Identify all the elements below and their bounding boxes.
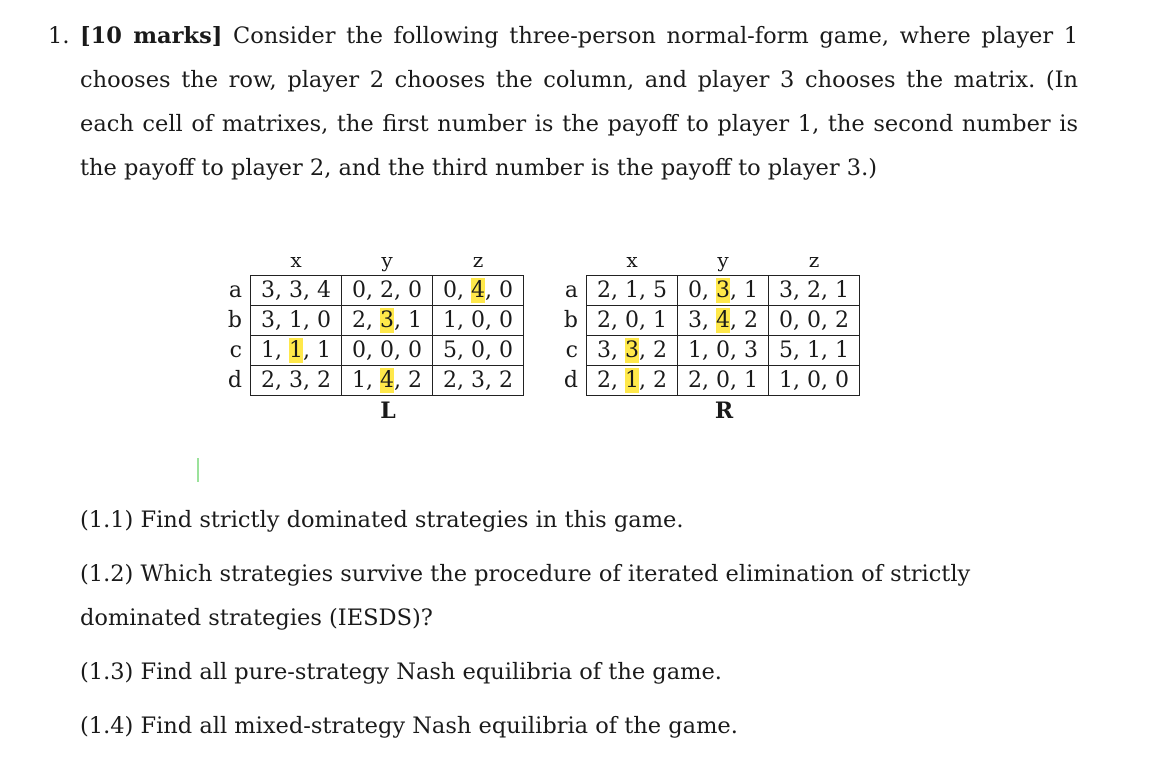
payoff-value: 0 (443, 277, 457, 303)
row-label: b (563, 307, 578, 333)
payoff-table-r (558, 246, 860, 396)
payoff-value: 3 (261, 307, 275, 333)
payoff-cell: 2, 0, 1 (587, 305, 678, 335)
payoff-cell: 1, 0, 3 (678, 335, 769, 365)
payoff-value: 3 (779, 277, 793, 303)
matrix-row (558, 305, 860, 335)
col-header: y (381, 248, 393, 273)
row-label: a (228, 277, 242, 303)
payoff-value: 0 (499, 337, 513, 363)
payoff-matrix-r (558, 246, 860, 424)
matrix-row (222, 275, 524, 305)
payoff-value: 2 (597, 277, 611, 303)
payoff-cell: 2, 1, 5 (587, 275, 678, 305)
payoff-value: 3 (261, 277, 275, 303)
payoff-value: 2 (317, 367, 331, 393)
problem-number: 1. (48, 23, 70, 49)
matrix-row (222, 335, 524, 365)
payoff-value: 1 (653, 307, 667, 333)
payoff-value: 0 (471, 307, 485, 333)
payoff-cell: 2, 0, 1 (678, 365, 769, 395)
payoff-value: 2 (597, 307, 611, 333)
question-1-4: (1.4) Find all mixed-strategy Nash equilibria of the game. (80, 713, 738, 739)
payoff-value: 3 (597, 337, 611, 363)
problem-marks: [10 marks] (80, 23, 223, 49)
payoff-cell: 0, 0, 0 (342, 335, 433, 365)
payoff-value: 3 (289, 277, 303, 303)
payoff-value: 2 (443, 367, 457, 393)
payoff-value: 2 (744, 307, 758, 333)
payoff-cell: 3, 2, 1 (769, 275, 860, 305)
payoff-cell: 3, 4, 2 (678, 305, 769, 335)
payoff-value: 0 (688, 277, 702, 303)
matrix-row (222, 365, 524, 395)
payoff-value: 0 (352, 337, 366, 363)
problem-statement (48, 14, 1078, 190)
payoff-value: 3 (625, 337, 639, 363)
col-header: x (290, 248, 302, 273)
payoff-cell: 2, 3, 2 (433, 365, 524, 395)
payoff-value: 0 (471, 337, 485, 363)
payoff-value: 0 (380, 337, 394, 363)
payoff-value: 1 (443, 307, 457, 333)
payoff-value: 1 (289, 307, 303, 333)
payoff-matrix-l (222, 246, 524, 424)
row-label: d (227, 367, 242, 393)
payoff-value: 1 (625, 367, 639, 393)
payoff-value: 0 (807, 367, 821, 393)
row-label: a (564, 277, 578, 303)
payoff-value: 1 (289, 337, 303, 363)
payoff-value: 1 (779, 367, 793, 393)
payoff-value: 3 (716, 277, 730, 303)
payoff-value: 1 (261, 337, 275, 363)
payoff-value: 2 (499, 367, 513, 393)
row-label: b (227, 307, 242, 333)
col-header: z (808, 248, 820, 273)
payoff-value: 1 (408, 307, 422, 333)
payoff-value: 4 (380, 367, 394, 393)
payoff-value: 0 (408, 277, 422, 303)
payoff-value: 0 (716, 367, 730, 393)
question-1-3: (1.3) Find all pure-strategy Nash equilibria of the game. (80, 659, 722, 685)
col-header: x (626, 248, 638, 273)
payoff-cell: 0, 3, 1 (678, 275, 769, 305)
payoff-value: 0 (499, 277, 513, 303)
payoff-value: 1 (807, 337, 821, 363)
payoff-cell: 5, 1, 1 (769, 335, 860, 365)
matrix-label: L (380, 397, 396, 424)
matrix-row (558, 275, 860, 305)
payoff-value: 4 (716, 307, 730, 333)
payoff-value: 0 (499, 307, 513, 333)
payoff-value: 1 (744, 277, 758, 303)
matrix-label: R (714, 397, 734, 424)
payoff-value: 4 (471, 277, 485, 303)
payoff-value: 0 (625, 307, 639, 333)
row-label: d (563, 367, 578, 393)
payoff-value: 1 (835, 277, 849, 303)
payoff-value: 1 (317, 337, 331, 363)
payoff-value: 2 (352, 307, 366, 333)
payoff-value: 2 (261, 367, 275, 393)
payoff-cell: 1, 1, 1 (251, 335, 342, 365)
payoff-value: 1 (744, 367, 758, 393)
payoff-cell: 2, 1, 2 (587, 365, 678, 395)
payoff-value: 1 (835, 337, 849, 363)
payoff-value: 0 (317, 307, 331, 333)
question-1-2: (1.2) Which strategies survive the procedure of iterated elimination of strictly dominated strategies (IESDS)? (80, 561, 971, 631)
payoff-value: 5 (779, 337, 793, 363)
payoff-value: 3 (744, 337, 758, 363)
payoff-value: 3 (289, 367, 303, 393)
question-list (80, 498, 1080, 758)
payoff-cell: 2, 3, 1 (342, 305, 433, 335)
payoff-value: 2 (835, 307, 849, 333)
payoff-cell: 5, 0, 0 (433, 335, 524, 365)
payoff-value: 5 (443, 337, 457, 363)
payoff-value: 3 (380, 307, 394, 333)
payoff-value: 2 (653, 367, 667, 393)
payoff-value: 2 (380, 277, 394, 303)
payoff-value: 2 (653, 337, 667, 363)
payoff-value: 0 (716, 337, 730, 363)
margin-mark (197, 458, 199, 482)
payoff-table-l (222, 246, 524, 396)
payoff-value: 0 (779, 307, 793, 333)
matrix-row (558, 335, 860, 365)
payoff-value: 3 (688, 307, 702, 333)
payoff-cell: 0, 0, 2 (769, 305, 860, 335)
col-header: z (472, 248, 484, 273)
col-header: y (717, 248, 729, 273)
payoff-cell: 3, 3, 4 (251, 275, 342, 305)
matrix-row (558, 365, 860, 395)
payoff-value: 2 (408, 367, 422, 393)
matrix-row (222, 305, 524, 335)
payoff-cell: 0, 4, 0 (433, 275, 524, 305)
payoff-cell: 1, 4, 2 (342, 365, 433, 395)
payoff-value: 5 (653, 277, 667, 303)
payoff-value: 0 (807, 307, 821, 333)
payoff-value: 2 (807, 277, 821, 303)
question-1-1: (1.1) Find strictly dominated strategies in this game. (80, 507, 684, 533)
payoff-value: 2 (597, 367, 611, 393)
problem-intro: Consider the following three-person normal-form game, where player 1 chooses the row, player 2 chooses the column, and player 3 chooses the matrix. (In each cell of matrixes, the first number is the payoff to player 1, the second number is the payoff to player 2, and the third number is the payoff to player 3.) (80, 23, 1079, 181)
payoff-cell: 2, 3, 2 (251, 365, 342, 395)
payoff-value: 4 (317, 277, 331, 303)
payoff-value: 0 (352, 277, 366, 303)
payoff-value: 3 (471, 367, 485, 393)
payoff-value: 0 (835, 367, 849, 393)
payoff-cell: 1, 0, 0 (433, 305, 524, 335)
payoff-value: 1 (352, 367, 366, 393)
payoff-value: 1 (688, 337, 702, 363)
payoff-cell: 3, 3, 2 (587, 335, 678, 365)
payoff-value: 1 (625, 277, 639, 303)
payoff-value: 2 (688, 367, 702, 393)
row-label: c (565, 337, 578, 363)
payoff-cell: 0, 2, 0 (342, 275, 433, 305)
payoff-cell: 3, 1, 0 (251, 305, 342, 335)
problem-body (80, 14, 1078, 190)
payoff-cell: 1, 0, 0 (769, 365, 860, 395)
row-label: c (229, 337, 242, 363)
payoff-value: 0 (408, 337, 422, 363)
